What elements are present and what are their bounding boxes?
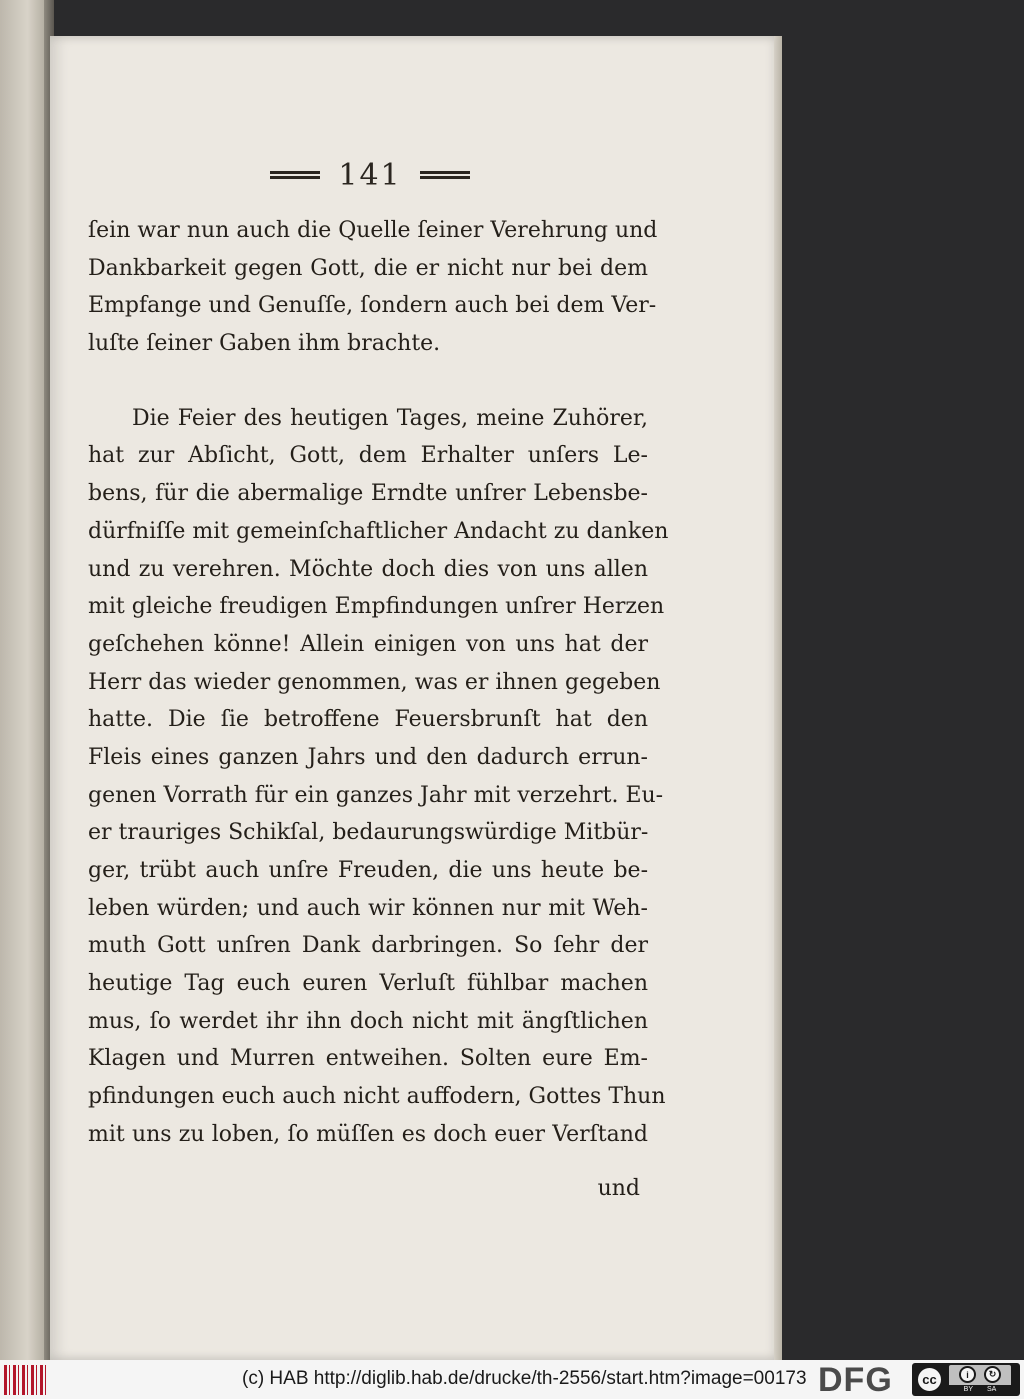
share-alike-icon: ↻ [984,1366,1001,1383]
text-line: hat zur Abſicht, Gott, dem Erhalter unſers Le- [88,443,648,469]
text-line: mus, ſo werdet ihr ihn doch nicht mit ängſtlichen [88,1008,648,1034]
text-line: Klagen und Murren entweihen. Solten eure Em- [88,1046,648,1072]
cc-icon: cc [916,1366,943,1393]
text-line: bens, für die abermalige Erndte unſrer Lebensbe- [88,481,648,507]
text-line: ſein war nun auch die Quelle ſeiner Verehrung und [88,218,658,243]
page-edge [774,36,782,1360]
page-number: 141 [338,157,402,193]
text-line: leben würden; und auch wir können nur mit Weh- [88,895,648,921]
text-line: und zu verehren. Möchte doch dies von uns allen [88,556,648,582]
copyright-link[interactable]: (c) HAB http://diglib.hab.de/drucke/th-2556/start.htm?image=00173 [242,1368,807,1389]
text-line: Herr das wieder genommen, was er ihnen gegeben [88,669,661,695]
license-terms [949,1365,1011,1394]
text-line: hatte. Die ſie betroffene Feuersbrunſt hat den [88,707,648,733]
text-line: mit gleiche freudigen Empfindungen unſrer Herzen [88,594,665,620]
text-line: Die Feier des heutigen Tages, meine Zuhörer, [132,405,648,431]
text-line: heutige Tag euch euren Verluſt fühlbar machen [88,971,648,997]
text-line: muth Gott unſren Dank darbringen. So ſehr der [88,933,648,959]
barcode-icon [4,1365,48,1395]
text-line: mit uns zu loben, ſo müſſen es doch euer Verſtand [88,1121,648,1147]
by-label: BY [963,1386,973,1393]
text-line: ger, trübt auch unſre Freuden, die uns heute be- [88,858,648,883]
text-line: luſte ſeiner Gaben ihm brachte. [88,331,441,357]
attribution-icon: i [959,1366,976,1383]
right-ornament-rule [420,171,470,179]
body-text [88,212,669,1154]
text-line: Dankbarkeit gegen Gott, die er nicht nur bei dem [88,255,648,281]
previous-page-edge [0,0,50,1360]
sa-label: SA [987,1386,997,1393]
text-line: dürfniſſe mit gemeinſchaftlicher Andacht zu danken [88,518,669,544]
dfg-logo[interactable]: DFG [818,1361,893,1399]
text-line: Fleis eines ganzen Jahrs und den dadurch errun- [88,744,648,770]
text-line: er trauriges Schikſal, bedaurungswürdige Mitbür- [88,820,649,846]
catchword: und [597,1176,640,1201]
text-line: genen Vorrath für ein ganzes Jahr mit verzehrt. Eu- [88,782,664,808]
text-line: geſchehen könne! Allein einigen von uns hat der [88,631,648,657]
running-head [270,155,470,195]
footer-bar [0,1360,1024,1399]
cc-license-badge[interactable] [912,1363,1020,1396]
left-ornament-rule [270,171,320,179]
text-line: Empfange und Genuſſe, ſondern auch bei dem Ver- [88,293,657,319]
text-line: pfindungen euch auch nicht auffodern, Gottes Thun [88,1084,666,1110]
paragraph-gap [88,363,648,400]
